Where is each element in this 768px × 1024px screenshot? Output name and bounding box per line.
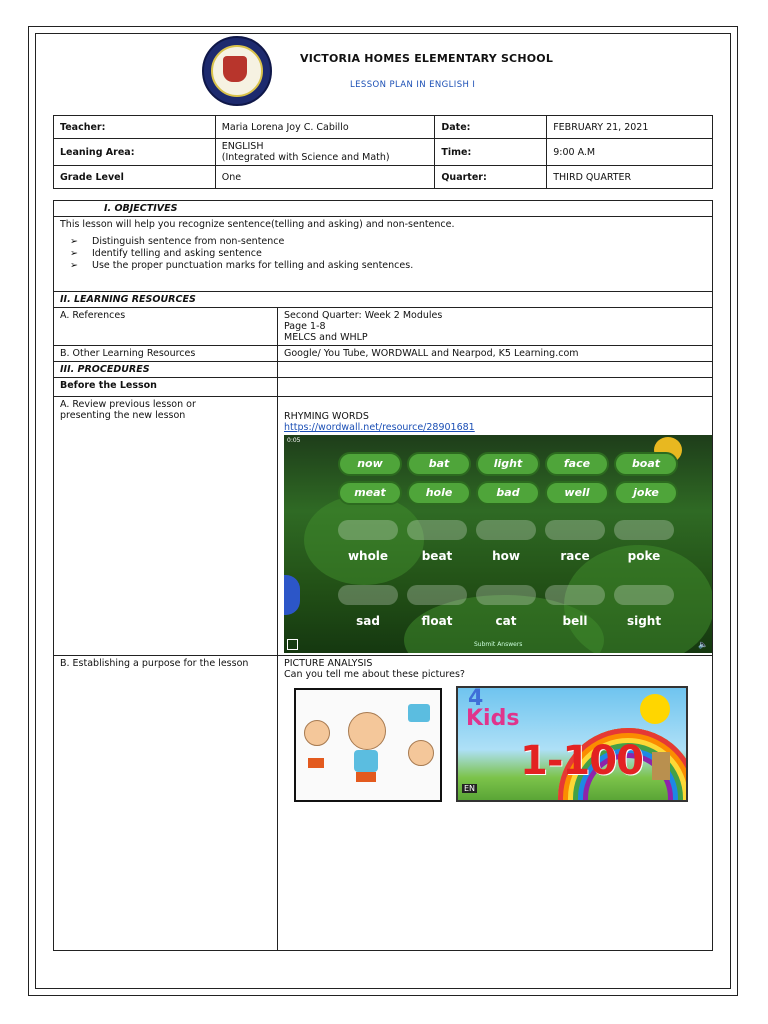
procedures-heading-row: [54, 362, 713, 378]
shorts-part-shape: [308, 758, 324, 768]
lesson-main-table: [53, 200, 713, 951]
resources-heading-row: [54, 292, 713, 308]
time-label: Time:: [435, 139, 547, 166]
arrow-bullet-icon: ➢: [70, 236, 78, 247]
volume-icon[interactable]: 🔈: [698, 640, 708, 649]
boy-shorts-shape: [356, 772, 376, 782]
face-part-shape: [304, 720, 330, 746]
lesson-info-table: [53, 115, 713, 189]
answer-slot[interactable]: [476, 585, 536, 605]
arrow-bullet-icon: ➢: [70, 260, 78, 271]
purpose-row: [54, 656, 713, 951]
teacher-value: Maria Lorena Joy C. Cabillo: [215, 116, 435, 139]
target-word: whole: [347, 549, 389, 563]
boy-shirt-shape: [354, 750, 378, 772]
objectives-body-row: [54, 217, 713, 292]
grade-label: Grade Level: [54, 166, 216, 189]
before-lesson-row: [54, 378, 713, 397]
target-word: float: [421, 614, 453, 628]
date-value: FEBRUARY 21, 2021: [547, 116, 713, 139]
game-tile[interactable]: boat: [614, 452, 678, 476]
school-name: VICTORIA HOMES ELEMENTARY SCHOOL: [300, 52, 554, 65]
target-word: sad: [356, 614, 380, 628]
target-word: cat: [495, 614, 517, 628]
answer-slot[interactable]: [614, 585, 674, 605]
objective-text: Use the proper punctuation marks for telling and asking sentences.: [92, 260, 414, 271]
shirt-part-shape: [408, 704, 430, 722]
game-timer: 0:05: [287, 437, 301, 444]
game-tile[interactable]: hole: [407, 481, 471, 505]
answer-slot[interactable]: [614, 520, 674, 540]
area-value: [215, 139, 435, 166]
jungle-leaves: [304, 495, 424, 585]
grade-value: One: [215, 166, 435, 189]
procedures-heading-blank: [278, 362, 713, 378]
target-word: bell: [562, 614, 588, 628]
review-row: [54, 397, 713, 656]
info-row-area: [54, 139, 713, 166]
procedures-heading: III. PROCEDURES: [54, 362, 278, 378]
submit-answers-button[interactable]: Submit Answers: [474, 641, 523, 648]
quarter-label: Quarter:: [435, 166, 547, 189]
objectives-body: [54, 217, 713, 292]
lesson-plan-title: LESSON PLAN IN ENGLISH I: [350, 80, 476, 90]
game-tile[interactable]: well: [545, 481, 609, 505]
rhyming-game-screenshot: [284, 435, 712, 653]
sun-icon: [640, 694, 670, 724]
rhyming-title: RHYMING WORDS: [284, 411, 369, 422]
picture-question: Can you tell me about these pictures?: [284, 669, 465, 680]
windmill-icon: [652, 752, 670, 780]
purpose-label: B. Establishing a purpose for the lesson: [54, 656, 278, 951]
body-parts-picture: [294, 688, 442, 802]
game-tile[interactable]: light: [476, 452, 540, 476]
picture-area: [284, 686, 706, 806]
boy-head-shape: [348, 712, 386, 750]
answer-slot[interactable]: [545, 520, 605, 540]
date-label: Date:: [435, 116, 547, 139]
area-value-line2: (Integrated with Science and Math): [221, 152, 390, 163]
teacher-label: Teacher:: [54, 116, 216, 139]
reference-line: MELCS and WHLP: [284, 332, 368, 343]
game-tile[interactable]: face: [545, 452, 609, 476]
kids-label: Kids: [466, 706, 520, 731]
quarter-value: THIRD QUARTER: [547, 166, 713, 189]
reference-line: Second Quarter: Week 2 Modules: [284, 310, 443, 321]
review-content: [278, 397, 713, 656]
rhyming-link[interactable]: https://wordwall.net/resource/28901681: [284, 422, 475, 433]
target-word: sight: [626, 614, 662, 628]
arrow-bullet-icon: ➢: [70, 248, 78, 259]
other-resources-label: B. Other Learning Resources: [54, 346, 278, 362]
game-tile[interactable]: now: [338, 452, 402, 476]
picture-analysis-title: PICTURE ANALYSIS: [284, 658, 373, 669]
game-tile[interactable]: joke: [614, 481, 678, 505]
face-part-shape: [408, 740, 434, 766]
answer-slot[interactable]: [338, 520, 398, 540]
game-tile[interactable]: bat: [407, 452, 471, 476]
answer-slot[interactable]: [407, 520, 467, 540]
four-label: 4: [468, 686, 484, 711]
other-resources-row: [54, 346, 713, 362]
objective-text: Distinguish sentence from non-sentence: [92, 236, 285, 247]
number-range-label: 1-100: [520, 738, 643, 784]
resources-heading: II. LEARNING RESOURCES: [54, 292, 713, 308]
target-word: race: [560, 549, 590, 563]
answer-slot[interactable]: [545, 585, 605, 605]
references-value: [278, 308, 713, 346]
references-label: A. References: [54, 308, 278, 346]
game-tile[interactable]: meat: [338, 481, 402, 505]
target-word: poke: [627, 549, 661, 563]
answer-slot[interactable]: [407, 585, 467, 605]
numbers-1-100-picture: [456, 686, 688, 802]
area-label: Leaning Area:: [54, 139, 216, 166]
school-seal-logo: [202, 36, 272, 106]
references-row: [54, 308, 713, 346]
objectives-heading: I. OBJECTIVES: [54, 201, 713, 217]
area-value-line1: ENGLISH: [221, 141, 264, 152]
info-row-grade: [54, 166, 713, 189]
language-flag-label: EN: [464, 784, 476, 793]
objective-item: [70, 236, 706, 247]
before-lesson-label: Before the Lesson: [54, 378, 278, 397]
before-lesson-blank: [278, 378, 713, 397]
objectives-heading-row: [54, 201, 713, 217]
target-word: beat: [421, 549, 453, 563]
time-value: 9:00 A.M: [547, 139, 713, 166]
other-resources-value: Google/ You Tube, WORDWALL and Nearpod, K5 Learning.com: [278, 346, 713, 362]
info-row-teacher: [54, 116, 713, 139]
review-label-line2: presenting the new lesson: [60, 410, 186, 421]
butterfly-icon: [284, 575, 300, 615]
objective-text: Identify telling and asking sentence: [92, 248, 262, 259]
seal-shield: [223, 56, 247, 82]
objective-item: [70, 260, 706, 271]
objectives-list: [70, 236, 706, 271]
target-word: how: [492, 549, 520, 563]
answer-slot[interactable]: [476, 520, 536, 540]
reference-line: Page 1-8: [284, 321, 326, 332]
purpose-content: [278, 656, 713, 951]
game-tile[interactable]: bad: [476, 481, 540, 505]
review-label-line1: A. Review previous lesson or: [60, 399, 196, 410]
review-label: [54, 397, 278, 656]
answer-slot[interactable]: [338, 585, 398, 605]
game-menu-icon[interactable]: [287, 639, 298, 650]
objective-item: [70, 248, 706, 259]
objectives-intro: This lesson will help you recognize sentence(telling and asking) and non-sentence.: [60, 219, 455, 230]
